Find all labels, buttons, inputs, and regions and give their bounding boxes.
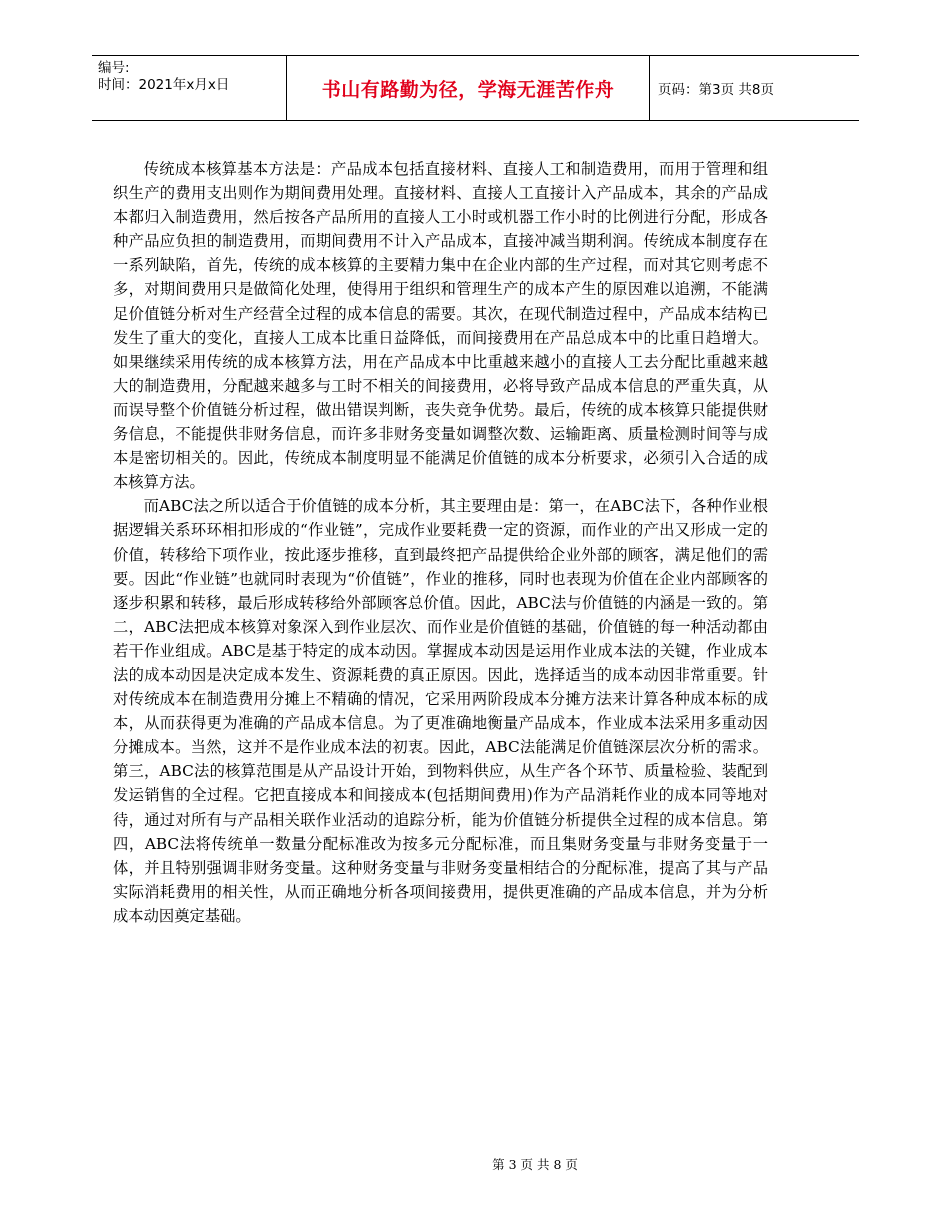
body-text — [113, 157, 768, 928]
header-info — [92, 56, 286, 120]
page-footer: 第 3 页 共 8 页 — [492, 1157, 578, 1172]
time-label: 时间：2021年x月x日 — [98, 77, 230, 93]
paragraph: 传统成本核算基本方法是：产品成本包括直接材料、直接人工和制造费用，而用于管理和组织生产的费用支出则作为期间费用处理。直接材料、直接人工直接计入产品成本，其余的产品成本都归入制造费用，然后按各产品所用的直接人工小时或机器工作小时的比例进行分配，形成各种产品应负担的制造费用，而期间费用不计入产品成本，直接冲减当期利润。传统成本制度存在一系列缺陷，首先，传统的成本核算的主要精力集中在企业内部的生产过程，而对其它则考虑不多，对期间费用只是做简化处理，使得用于组织和管理生产的成本产生的原因难以追溯，不能满足价值链分析对生产经营全过程的成本信息的需要。其次，在现代制造过程中，产品成本结构已发生了重大的变化，直接人工成本比重日益降低，而间接费用在产品总成本中的比重日趋增大。如果继续采用传统的成本核算方法，用在产品成本中比重越来越小的直接人工去分配比重越来越大的制造费用，分配越来越多与工时不相关的间接费用，必将导致产品成本信息的严重失真，从而误导整个价值链分析过程，做出错误判断，丧失竞争优势。最后，传统的成本核算只能提供财务信息，不能提供非财务信息，而许多非财务变量如调整次数、运输距离、质量检测时间等与成本是密切相关的。因此，传统成本制度明显不能满足价值链的成本分析要求，必须引入合适的成本核算方法。 — [113, 160, 768, 492]
page-header — [92, 55, 859, 121]
paragraph: 而ABC法之所以适合于价值链的成本分析，其主要理由是：第一，在ABC法下，各种作业根据逻辑关系环环相扣形成的“作业链”，完成作业要耗费一定的资源，而作业的产出又形成一定的价值，转移给下项作业，按此逐步推移，直到最终把产品提供给企业外部的顾客，满足他们的需要。因此“作业链”也就同时表现为“价值链”，作业的推移，同时也表现为价值在企业内部顾客的逐步积累和转移，最后形成转移给外部顾客总价值。因此，ABC法与价值链的内涵是一致的。第二，ABC法把成本核算对象深入到作业层次、而作业是价值链的基础，价值链的每一种活动都由若干作业组成。ABC是基于特定的成本动因。掌握成本动因是运用作业成本法的关键，作业成本法的成本动因是决定成本发生、资源耗费的真正原因。因此，选择适当的成本动因非常重要。针对传统成本在制造费用分摊上不精确的情况，它采用两阶段成本分摊方法来计算各种成本标的成本，从而获得更为准确的产品成本信息。为了更准确地衡量产品成本，作业成本法采用多重动因分摊成本。当然，这并不是作业成本法的初衷。因此，ABC法能满足价值链深层次分析的需求。第三，ABC法的核算范围是从产品设计开始，到物料供应，从生产各个环节、质量检验、装配到发运销售的全过程。它把直接成本和间接成本(包括期间费用)作为产品消耗作业的成本同等地对待，通过对所有与产品相关联作业活动的追踪分析，能为价值链分析提供全过程的成本信息。第四，ABC法将传统单一数量分配标准改为按多元分配标准，而且集财务变量与非财务变量于一体，并且特别强调非财务变量。这种财务变量与非财务变量相结合的分配标准，提高了其与产品实际消耗费用的相关性，从而正确地分析各项间接费用，提供更准确的产品成本信息，并为分析成本动因奠定基础。 — [113, 497, 768, 925]
doc-number-label: 编号: — [98, 60, 130, 76]
page-indicator: 页码：第3页 共8页 — [658, 82, 774, 98]
motto: 书山有路勤为径，学海无涯苦作舟 — [286, 56, 650, 120]
